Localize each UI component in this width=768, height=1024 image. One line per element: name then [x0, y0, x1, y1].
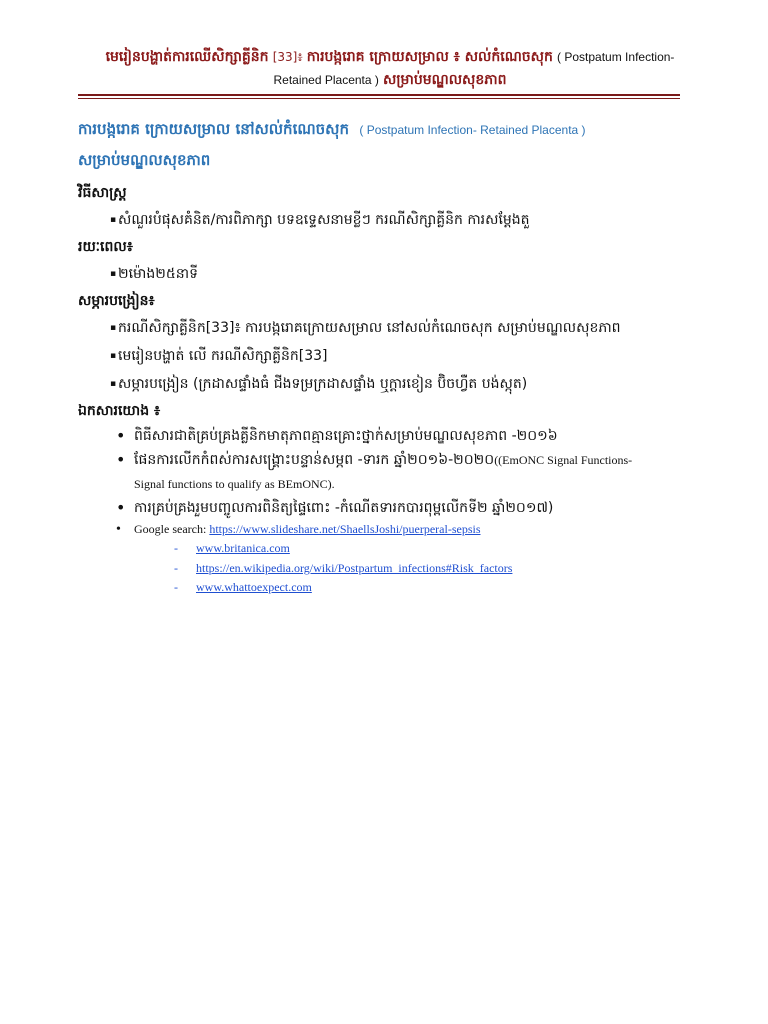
materials-item: ▪ ករណីសិក្សាគ្លីនិក[33]៖ ការបង្ករោគក្រោយសម្រាល នៅសល់កំណេចសុក សម្រាប់មណ្ឌលសុខភាព — [78, 314, 678, 342]
materials-list — [78, 314, 678, 398]
duration-item: ▪ ២ម៉ោង២៥នាទី — [78, 260, 678, 288]
title-khmer-line1: ការបង្ករោគ ក្រោយសម្រាល នៅសល់កំណេចសុក — [78, 120, 349, 138]
title-khmer-line2: សម្រាប់មណ្ឌលសុខភាព — [78, 151, 211, 169]
header-khmer-title: មេរៀនបង្ហាត់ការឈើសិក្សាគ្លីនិក — [105, 49, 269, 65]
reference-item-text: ផែនការលើកកំពស់ការសង្គ្រោះបន្ទាន់សម្ភព -ទារក ឆ្នាំ២០១៦-២០២០ — [134, 452, 495, 468]
sub-link[interactable]: https://en.wikipedia.org/wiki/Postpartum_infections#Risk_factors — [196, 560, 513, 575]
google-search-link[interactable]: https://www.slideshare.net/ShaellsJoshi/puerperal-sepsis — [209, 522, 481, 536]
header-khmer-topic: ការបង្ករោគ ក្រោយសម្រាល ៖ សល់កំណេចសុក — [306, 49, 553, 65]
header-khmer-for: សម្រាប់មណ្ឌលសុខភាព — [383, 72, 507, 88]
header-number: [33]៖ — [272, 50, 303, 64]
google-search-item — [78, 520, 678, 539]
sub-link-item — [78, 539, 678, 559]
references-heading: ឯកសារយោង ៖ — [78, 403, 161, 419]
header-divider — [78, 94, 680, 96]
materials-heading: សម្ភារបង្រៀន៖ — [78, 293, 155, 309]
page-header — [100, 46, 680, 92]
reference-item-english-a: ((EmONC Signal Functions- — [494, 453, 633, 467]
sub-link-item — [78, 578, 678, 598]
duration-heading: រយៈពេល៖ — [78, 239, 133, 255]
reference-item — [78, 448, 678, 496]
sub-link-item — [78, 559, 678, 579]
sub-link[interactable]: www.whattoexpect.com — [196, 580, 312, 594]
reference-item: • ការគ្រប់គ្រងរួមបញ្ចូលការពិនិត្យផ្ទៃពោះ -កំណើតទារកបារពុម្ពលើកទី២ ឆ្នាំ២០១៧) — [78, 496, 678, 520]
sub-links-list — [78, 539, 678, 598]
header-english-part2: Retained Placenta ) — [273, 73, 379, 87]
methods-list — [78, 206, 678, 234]
materials-item: ▪ មេរៀនបង្ហាត់ លើ ករណីសិក្សាគ្លីនិក[33] — [78, 342, 678, 370]
reference-item-english-b: Signal functions to qualify as BEmONC). — [134, 477, 335, 491]
sub-link[interactable]: www.britanica.com — [196, 541, 290, 555]
header-english-part1: ( Postpatum Infection- — [557, 50, 675, 64]
references-list — [78, 424, 678, 539]
methods-heading: វិធីសាស្ត្រ — [78, 185, 127, 201]
document-body — [78, 180, 678, 598]
reference-item: • ពិធីសារជាតិគ្រប់គ្រងគ្លីនិកមាតុភាពគ្មានគ្រោះថ្នាក់សម្រាប់មណ្ឌលសុខភាព -២០១៦ — [78, 424, 678, 448]
document-title — [78, 114, 678, 175]
materials-item: ▪ សម្ភារបង្រៀន (ក្រដាសផ្ទាំងធំ ជីងទម្រក្រដាសផ្ទាំង ឬក្តារខៀន ប៊ិចហ្វឺត បង់ស្កុត) — [78, 370, 678, 398]
title-english: ( Postpatum Infection- Retained Placenta ) — [359, 123, 586, 137]
google-search-label: Google search: — [134, 522, 207, 536]
methods-item: ▪ សំណួរបំផុសគំនិត/ការពិភាក្សា បទឧទ្ទេសនាមខ្លីៗ ករណីសិក្សាគ្លីនិក ការសម្តែងតួ — [78, 206, 678, 234]
duration-list — [78, 260, 678, 288]
header-divider-thin — [78, 98, 680, 99]
